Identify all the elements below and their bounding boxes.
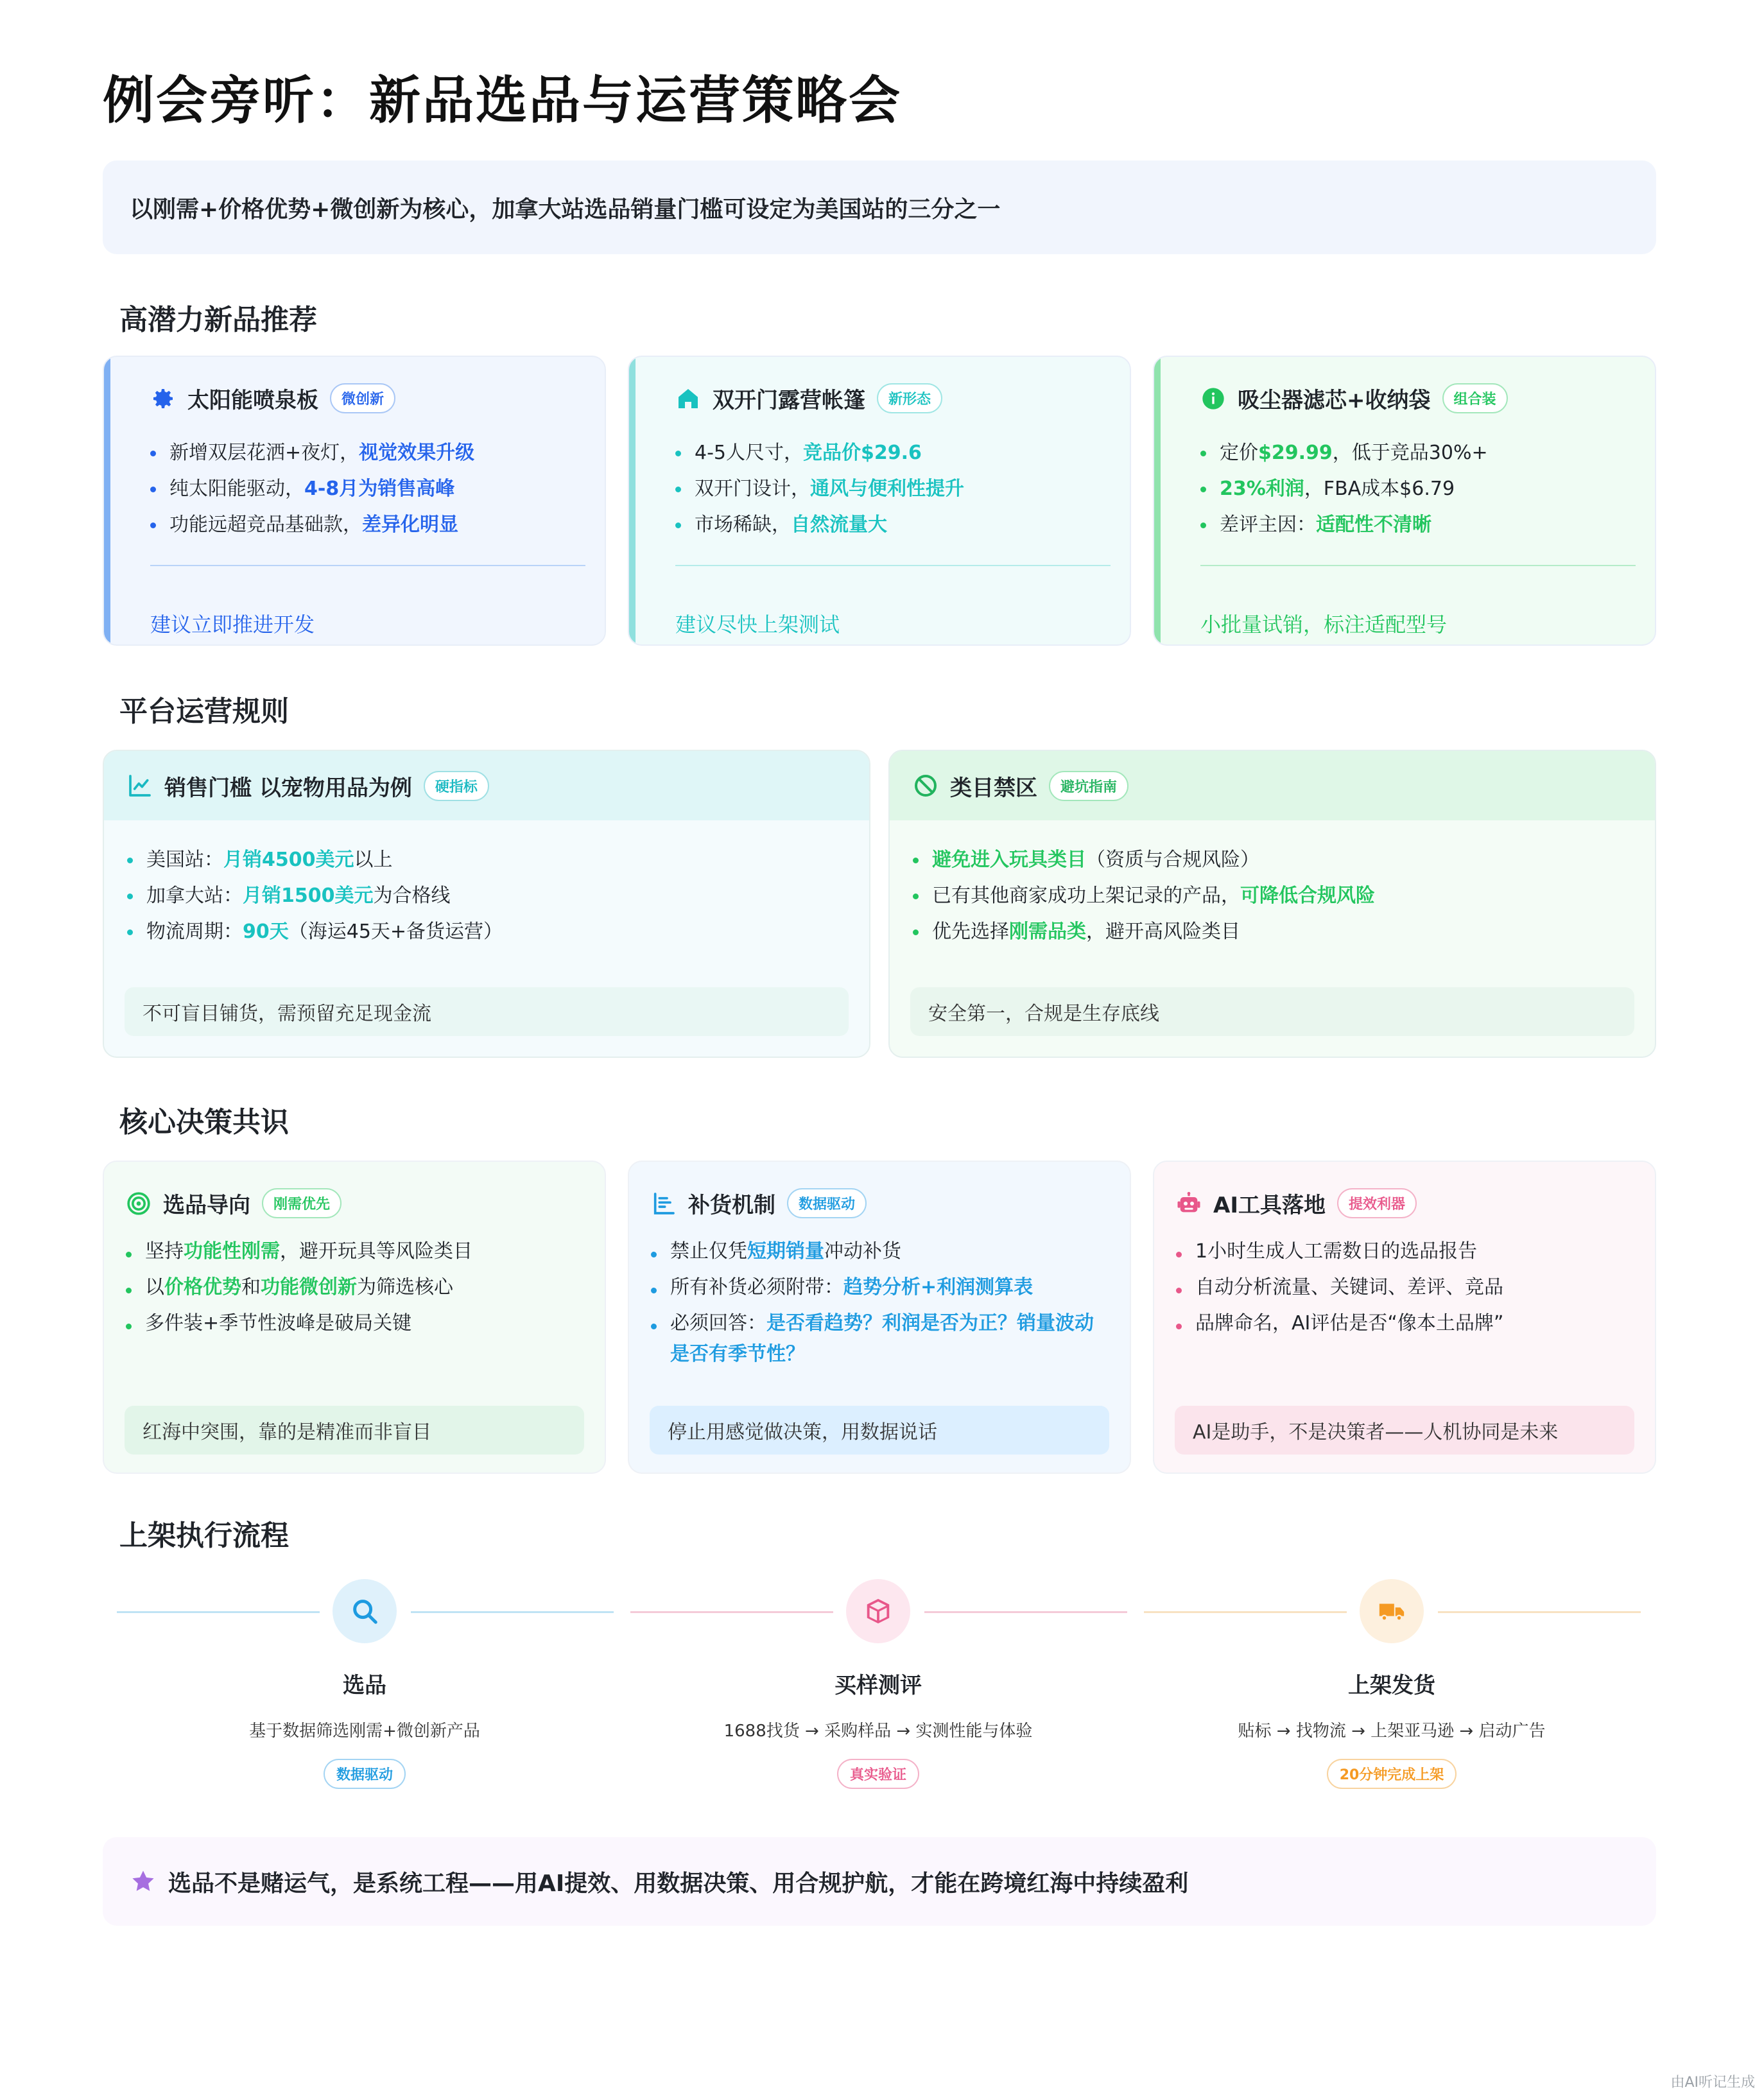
list-item: 加拿大站：月销1500美元为合格线 [127, 878, 503, 914]
list-item: 差评主因：适配性不清晰 [1200, 507, 1488, 543]
flow-step-title: 选品 [343, 1673, 386, 1698]
product-tag: 新形态 [877, 383, 942, 413]
flow-step-desc: 基于数据筛选刚需+微创新产品 [249, 1722, 480, 1741]
flow-step-title: 买样测评 [834, 1673, 922, 1698]
summary-text: 以刚需+价格优势+微创新为核心，加拿大站选品销量门槛可设定为美国站的三分之一 [130, 196, 1001, 223]
flow-line [924, 1611, 1127, 1613]
product-footer: 小批量试销，标注适配型号 [1200, 612, 1448, 637]
conclusion-text: 选品不是赌运气，是系统工程——用AI提效、用数据决策、用合规护航，才能在跨境红海中持续盈利 [168, 1870, 1189, 1897]
product-footer: 建议立即推进开发 [150, 612, 315, 637]
section-title-products: 高潜力新品推荐 [119, 304, 317, 336]
list-item: 市场稀缺，自然流量大 [675, 507, 964, 543]
consensus-footer: 红海中突围，靠的是精准而非盲目 [125, 1406, 584, 1455]
consensus-bullets [651, 1236, 1111, 1375]
list-item: 1小时生成人工需数日的选品报告 [1176, 1236, 1636, 1267]
consensus-title: 补货机制 [688, 1193, 775, 1218]
consensus-tag: 数据驱动 [787, 1188, 867, 1218]
flow-step-title: 上架发货 [1348, 1673, 1435, 1698]
list-item: 新增双层花洒+夜灯，视觉效果升级 [150, 435, 474, 471]
home-icon [675, 386, 701, 411]
consensus-bullets [1176, 1236, 1636, 1344]
list-item: 坚持功能性刚需，避开玩具等风险类目 [126, 1236, 585, 1267]
flow-line [411, 1611, 614, 1613]
product-card-solar-fountain [103, 356, 606, 646]
list-item: 所有补货必须附带：趋势分析+利润测算表 [651, 1272, 1111, 1303]
consensus-card-selection [103, 1161, 606, 1474]
truck-icon [1377, 1596, 1406, 1626]
list-item: 品牌命名，AI评估是否“像本土品牌” [1176, 1308, 1636, 1339]
product-bullets [150, 435, 474, 543]
flow-step-tag: 数据驱动 [324, 1759, 406, 1789]
summary-box [103, 160, 1656, 254]
info-icon [1200, 386, 1226, 411]
flow-step-tag: 20分钟完成上架 [1327, 1759, 1457, 1789]
rule-bullets [127, 842, 503, 950]
flow-line [1144, 1611, 1347, 1613]
flow-step-desc: 1688找货 → 采购样品 → 实测性能与体验 [723, 1722, 1033, 1741]
list-item: 4-5人尺寸，竞品价$29.6 [675, 435, 964, 471]
list-item: 功能远超竞品基础款，差异化明显 [150, 507, 474, 543]
product-bullets [675, 435, 964, 543]
product-tag: 组合装 [1442, 383, 1508, 413]
section-title-consensus: 核心决策共识 [119, 1106, 289, 1139]
list-item: 优先选择刚需品类，避开高风险类目 [913, 914, 1375, 950]
conclusion-box [103, 1837, 1656, 1926]
rule-title: 销售门槛 以宠物用品为例 [164, 775, 412, 801]
consensus-footer: AI是助手，不是决策者——人机协同是未来 [1175, 1406, 1634, 1455]
rule-title: 类目禁区 [950, 775, 1037, 801]
consensus-title: AI工具落地 [1213, 1193, 1326, 1218]
list-item: 必须回答：是否看趋势？利润是否为正？销量波动是否有季节性？ [651, 1308, 1111, 1370]
flow-line [630, 1611, 833, 1613]
rule-tag: 硬指标 [424, 771, 489, 801]
product-title: 双开门露营帐篷 [713, 388, 865, 413]
list-item: 禁止仅凭短期销量冲动补货 [651, 1236, 1111, 1267]
consensus-footer: 停止用感觉做决策，用数据说话 [650, 1406, 1109, 1455]
section-title-flow: 上架执行流程 [119, 1519, 289, 1552]
page-title: 例会旁听：新品选品与运营策略会 [103, 71, 902, 130]
rule-tag: 避坑指南 [1049, 771, 1128, 801]
list-item: 多件装+季节性波峰是破局关键 [126, 1308, 585, 1339]
consensus-card-restock [628, 1161, 1131, 1474]
list-item: 自动分析流量、关键词、差评、竞品 [1176, 1272, 1636, 1303]
consensus-card-ai-tools [1153, 1161, 1656, 1474]
consensus-bullets [126, 1236, 585, 1344]
trend-chart-icon [127, 773, 153, 799]
flow-step-select-circle [333, 1579, 397, 1643]
list-item: 定价$29.99，低于竞品30%+ [1200, 435, 1488, 471]
flow-line [117, 1611, 320, 1613]
list-item: 纯太阳能驱动，4-8月为销售高峰 [150, 471, 474, 507]
product-title: 太阳能喷泉板 [187, 388, 318, 413]
consensus-title: 选品导向 [163, 1193, 250, 1218]
list-item: 双开门设计，通风与便利性提升 [675, 471, 964, 507]
product-card-camping-tent [628, 356, 1131, 646]
list-chart-icon [651, 1191, 677, 1216]
flow-step-desc: 贴标 → 找物流 → 上架亚马逊 → 启动广告 [1238, 1722, 1546, 1741]
consensus-tag: 提效利器 [1337, 1188, 1417, 1218]
list-item: 23%利润，FBA成本$6.79 [1200, 471, 1488, 507]
product-title: 吸尘器滤芯+收纳袋 [1238, 388, 1431, 413]
box-icon [863, 1596, 893, 1626]
watermark: 由AI听记生成 [1670, 2075, 1755, 2091]
product-bullets [1200, 435, 1488, 543]
flow-step-ship-circle [1360, 1579, 1424, 1643]
list-item: 已有其他商家成功上架记录的产品，可降低合规风险 [913, 878, 1375, 914]
flow-line [1438, 1611, 1641, 1613]
rule-card-sales-threshold [103, 750, 870, 1058]
gear-icon [150, 386, 176, 411]
search-icon [350, 1596, 379, 1626]
target-icon [126, 1191, 151, 1216]
flow-step-tag: 真实验证 [837, 1759, 919, 1789]
flow-step-sample-circle [846, 1579, 910, 1643]
ban-icon [913, 773, 938, 799]
consensus-tag: 刚需优先 [262, 1188, 342, 1218]
product-footer: 建议尽快上架测试 [675, 612, 840, 637]
rule-bullets [913, 842, 1375, 950]
star-icon [130, 1868, 157, 1895]
list-item: 避免进入玩具类目（资质与合规风险） [913, 842, 1375, 878]
product-card-vacuum-filter [1153, 356, 1656, 646]
robot-icon [1176, 1191, 1202, 1216]
list-item: 以价格优势和功能微创新为筛选核心 [126, 1272, 585, 1303]
rule-card-category-ban [888, 750, 1656, 1058]
product-tag: 微创新 [330, 383, 395, 413]
list-item: 物流周期：90天（海运45天+备货运营） [127, 914, 503, 950]
rule-footer: 安全第一，合规是生存底线 [910, 987, 1634, 1036]
section-title-rules: 平台运营规则 [119, 695, 289, 728]
rule-footer: 不可盲目铺货，需预留充足现金流 [125, 987, 849, 1036]
list-item: 美国站：月销4500美元以上 [127, 842, 503, 878]
